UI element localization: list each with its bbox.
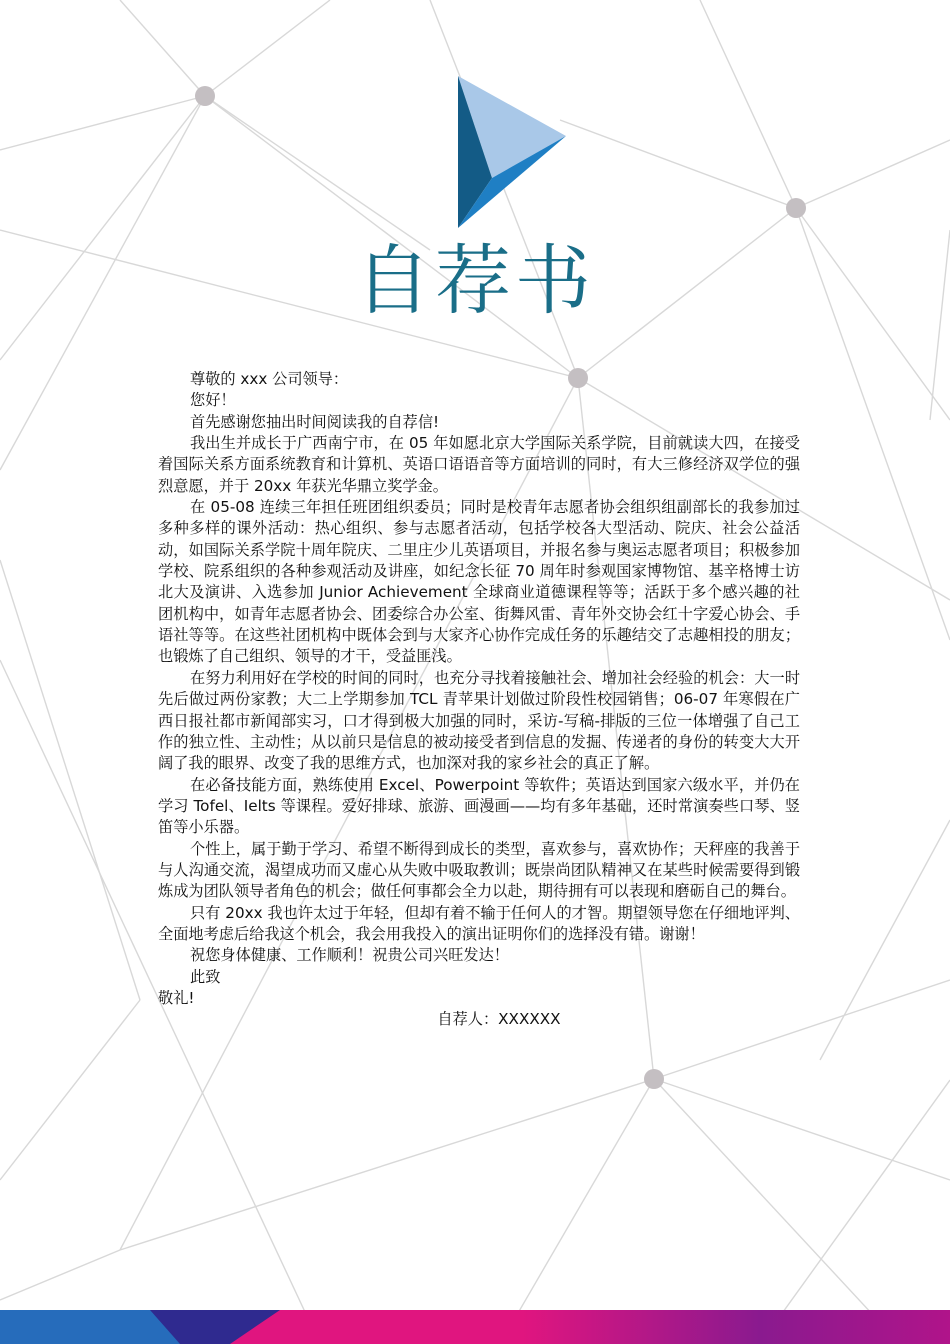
paragraph-request: 只有 20xx 我也许太过于年轻，但却有着不输于任何人的才智。期望领导您在仔细地评判、全面地考虑后给我这个机会，我会用我投入的演出证明你们的选择没有错。谢谢！ <box>158 903 800 943</box>
salutation: 尊敬的 xxx 公司领导： <box>190 370 349 388</box>
bottom-color-band <box>0 1310 950 1344</box>
cover-letter <box>158 369 800 1031</box>
closing-line: 此致 <box>190 967 221 986</box>
opening-line: 首先感谢您抽出时间阅读我的自荐信! <box>190 412 440 431</box>
signature: 自荐人：XXXXXX <box>437 1010 561 1029</box>
regards-line: 敬礼! <box>158 988 195 1007</box>
paragraph-activities: 在 05-08 连续三年担任班团组织委员；同时是校青年志愿者协会组织组副部长的我参加过多种多样的课外活动：热心组织、参与志愿者活动，包括学校各大型活动、院庆、社会公益活动，如国际关系学院十周年院庆、二里庄少儿英语项目，并报名参与奥运志愿者项目；积极参加学校、院系组织的各种参观活动及讲座，如纪念长征 70 周年时参观国家博物馆、基辛格博士访北大及演讲、入选参加 Junior Achievement 全球商业道德课程等等；活跃于多个感兴趣的社团机构中，如青年志愿者协会、团委综合办公室、街舞风雷、青年外交协会红十字爱心协会、手语社等等。在这些社团机构中既体会到与大家齐心协作完成任务的乐趣结交了志趣相投的朋友；也锻炼了自己组织、领导的才干，受益匪浅。 <box>158 498 800 666</box>
paragraph-experience: 在努力利用好在学校的时间的同时，也充分寻找着接触社会、增加社会经验的机会：大一时先后做过两份家教；大二上学期参加 TCL 青苹果计划做过阶段性校园销售；06-07 年寒假在广西日报社都市新闻部实习，口才得到极大加强的同时，采访-写稿-排版的三位一体增强了自己工作的独立性、主动性；从以前只是信息的被动接受者到信息的发掘、传递者的身份的转变大大开阔了我的眼界、改变了我的思维方式，也加深对我的家乡社会的真正了解。 <box>158 668 800 773</box>
play-triangle-icon <box>456 74 568 230</box>
paragraph-personality: 个性上，属于勤于学习、希望不断得到成长的类型，喜欢参与，喜欢协作；天秤座的我善于与人沟通交流，渴望成功而又虚心从失败中吸取教训；既崇尚团队精神又在某些时候需要得到锻炼成为团队领导者角色的机会；做任何事都会全力以赴，期待拥有可以表现和磨砺自己的舞台。 <box>158 839 800 901</box>
wishes-line: 祝您身体健康、工作顺利！祝贵公司兴旺发达！ <box>190 946 509 965</box>
paragraph-skills: 在必备技能方面，熟练使用 Excel、Powerpoint 等软件；英语达到国家六级水平，并仍在学习 Tofel、Ielts 等课程。爱好排球、旅游、画漫画——均有多年基础，还时常演奏些口琴、竖笛等小乐器。 <box>158 775 800 837</box>
greeting: 您好！ <box>190 391 236 410</box>
paragraph-background: 我出生并成长于广西南宁市，在 05 年如愿北京大学国际关系学院，目前就读大四，在接受着国际关系方面系统教育和计算机、英语口语语音等方面培训的同时，有大三修经济双学位的强烈意愿，并于 20xx 年获光华鼎立奖学金。 <box>158 434 800 495</box>
page-title: 自荐书 <box>355 236 595 325</box>
